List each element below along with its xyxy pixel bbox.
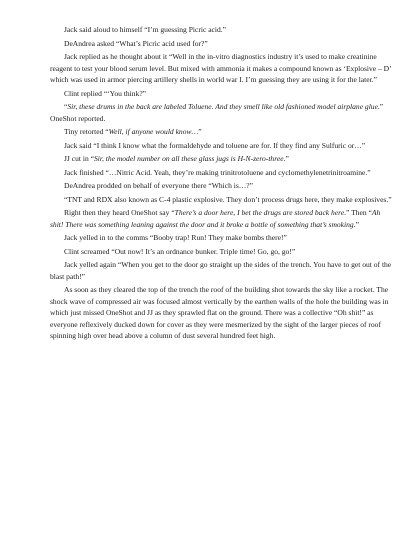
- text-run: As soon as they cleared the top of the trench the roof of the building shot towards the sky like a rocket. The shock wave of compressed air was focused almost vertically by the earthen walls of the hole the building was in which just missed OneShot and JJ as they sprawled flat on the ground. There was a collective “Oh shit!” as everyone reflexively ducked down for cover as they were mesmerized by the sight of the larger pieces of roof spinning high over head above a column of dust several hundred feet high.: [50, 285, 389, 341]
- paragraph: [50, 51, 392, 85]
- text-run: JJ cut in “: [64, 154, 94, 164]
- text-run: Clint screamed “Out now! It’s an ordnance bunker. Triple time! Go, go, go!”: [64, 246, 296, 256]
- text-run: Tiny retorted “: [64, 127, 109, 137]
- text-run: .”: [353, 219, 359, 229]
- text-run: .” OneShot reported.: [50, 102, 384, 123]
- paragraph: [50, 207, 392, 230]
- text-run: DeAndrea asked “What’s Picric acid used for?”: [64, 38, 208, 48]
- italic-text-run: Well, if anyone would know…: [108, 127, 199, 137]
- paragraph: [50, 88, 392, 99]
- text-run: Jack yelled in to the comms “Booby trap! Run! They make bombs there!”: [64, 233, 287, 243]
- text-run: Jack said aloud to himself “I’m guessing Picric acid.”: [64, 25, 227, 34]
- text-run: “TNT and RDX also known as C-4 plastic explosive. They don’t process drugs here, they make explosives.”: [64, 194, 392, 204]
- paragraph: [50, 194, 392, 205]
- paragraph: [50, 126, 392, 137]
- text-run: Clint replied “‘You think?”: [64, 88, 147, 98]
- paragraph: [50, 180, 392, 191]
- text-run: Right then they heard OneShot say “: [64, 208, 175, 218]
- text-run: Jack replied as he thought about it “Well in the in-vitro diagnostics industry it’s used to make creatinine reagent to test your blood serum level. But mixed with ammonia it makes a compound known as ‘Explosive – D’ which was used in armor piercing artillery shells in world war I. I’m guessing they are using it for the later.”: [50, 52, 392, 84]
- text-run: Jack said “I think I know what the formaldehyde and toluene are for. If they find any Sulfuric or…”: [64, 140, 366, 150]
- paragraph: [50, 246, 392, 257]
- italic-text-run: There’s a door here, I bet the drugs are stored back here: [174, 208, 345, 218]
- paragraph: [50, 232, 392, 243]
- paragraph: [50, 140, 392, 151]
- text-run: Jack finished “…Nitric Acid. Yeah, they’re making trinitrotoluene and cyclomethylenetrinitroamine.”: [64, 167, 371, 177]
- text-run: .”: [283, 154, 289, 164]
- text-run: Jack yelled again “When you get to the door go straight up the sides of the trench. You have to get out of the blast path!”: [50, 260, 392, 281]
- paragraph: [50, 284, 392, 341]
- text-run: DeAndrea prodded on behalf of everyone there “Which is…?”: [64, 181, 254, 191]
- italic-text-run: Sir, the model number on all these glass jugs is H-N-zero-three: [93, 154, 284, 164]
- italic-text-run: Sir, these drums in the back are labeled Toluene. And they smell like old fashioned model airplane glue: [67, 102, 378, 112]
- paragraph: [50, 38, 392, 49]
- text-run: “: [64, 102, 68, 112]
- paragraph: [50, 259, 392, 282]
- paragraph: [50, 153, 392, 164]
- paragraph: [50, 101, 392, 124]
- text-run: .” Then “: [344, 208, 372, 218]
- text-run: ”: [198, 127, 202, 137]
- italic-text-run: Ah shit! There was something leaning against the door and it broke a bottle of something that’s smoking: [50, 208, 381, 229]
- paragraph: [50, 24, 392, 35]
- paragraph: [50, 167, 392, 178]
